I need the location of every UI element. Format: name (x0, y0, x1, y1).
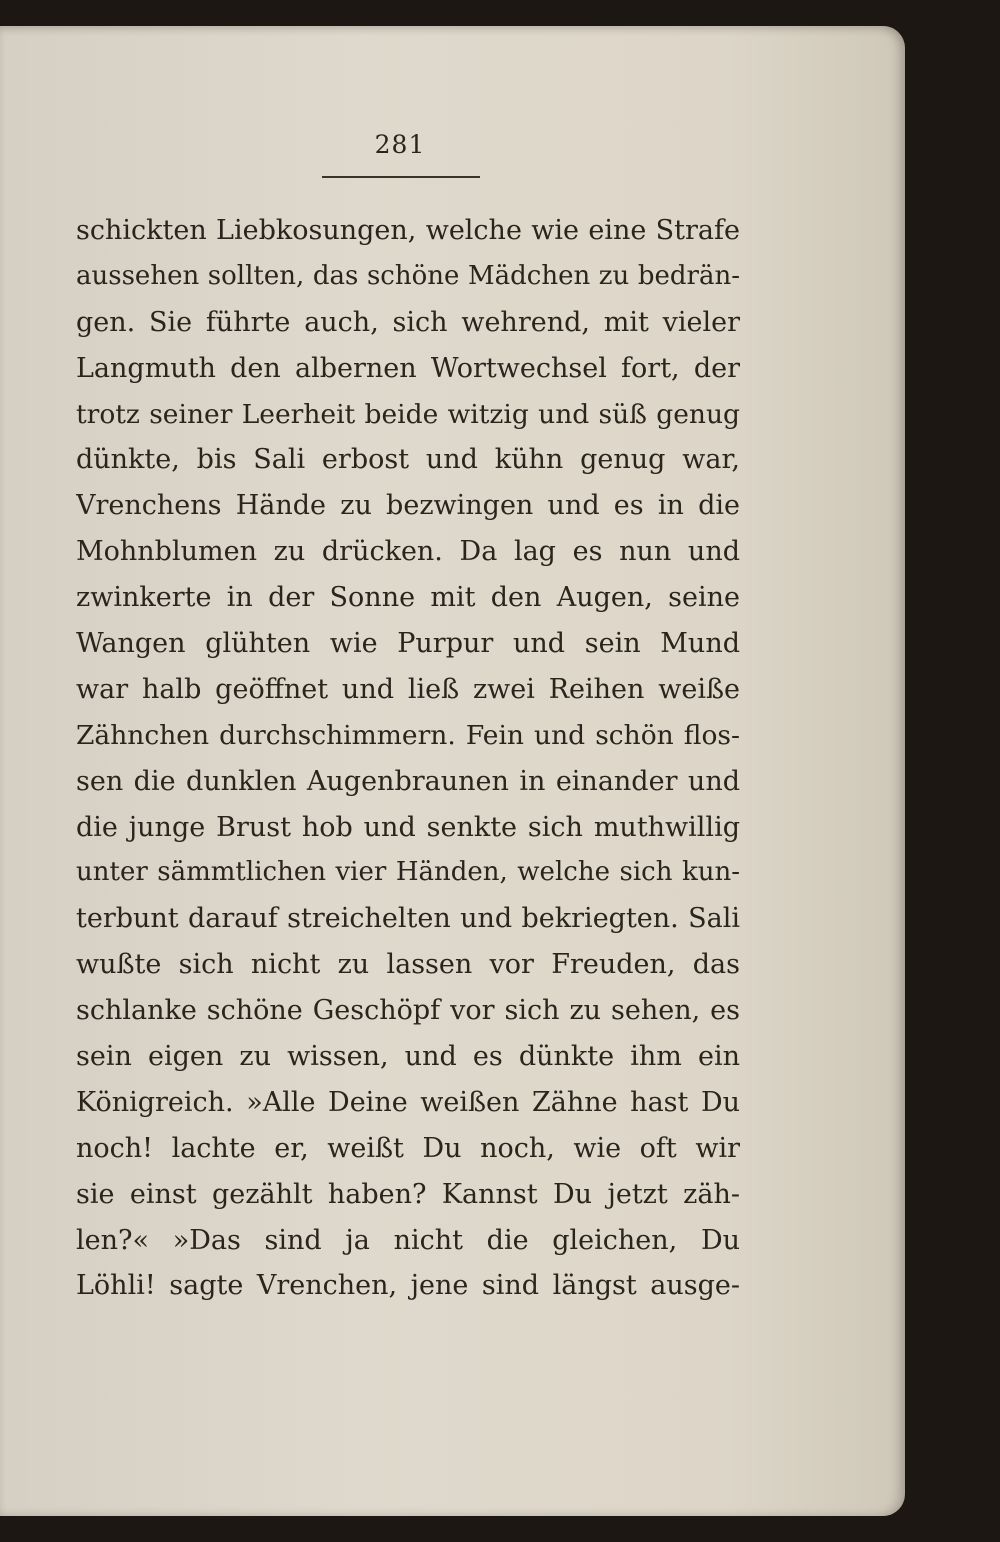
text-line: sie einst gezählt haben? Kannst Du jetzt zäh- (76, 1178, 740, 1210)
text-line: Königreich. »Alle Deine weißen Zähne hast Du (76, 1086, 740, 1118)
text-line: aussehen sollten, das schöne Mädchen zu bedrän- (76, 260, 740, 291)
text-line: sen die dunklen Augenbraunen in einander und (76, 765, 740, 797)
text-line: Wangen glühten wie Purpur und sein Mund (76, 628, 740, 660)
text-line: schlanke schöne Geschöpf vor sich zu sehen, es (76, 995, 740, 1027)
text-line: Löhli! sagte Vrenchen, jene sind längst ausge- (76, 1270, 740, 1302)
text-line: war halb geöffnet und ließ zwei Reihen weiße (76, 673, 740, 705)
text-line: zwinkerte in der Sonne mit den Augen, seine (76, 582, 740, 614)
text-line: terbunt darauf streichelten und bekriegten. Sali (76, 903, 740, 935)
text-line: Vrenchens Hände zu bezwingen und es in die (76, 490, 740, 522)
text-line: die junge Brust hob und senkte sich muthwillig (76, 811, 740, 843)
text-line: sein eigen zu wissen, und es dünkte ihm ein (76, 1041, 740, 1073)
text-line: trotz seiner Leerheit beide witzig und süß genug (76, 398, 740, 430)
text-line: gen. Sie führte auch, sich wehrend, mit vieler (76, 306, 740, 338)
text-line: Langmuth den albernen Wortwechsel fort, der (76, 352, 740, 384)
text-line: schickten Liebkosungen, welche wie eine Strafe (76, 215, 740, 246)
text-line: wußte sich nicht zu lassen vor Freuden, das (76, 949, 740, 981)
text-line: unter sämmtlichen vier Händen, welche sich kun- (76, 857, 740, 888)
text-line: Mohnblumen zu drücken. Da lag es nun und (76, 536, 740, 568)
header-rule (322, 176, 480, 178)
text-line: Zähnchen durchschimmern. Fein und schön flos- (76, 719, 740, 751)
page-number: 281 (374, 130, 426, 159)
body-text (76, 208, 740, 1309)
text-line: dünkte, bis Sali erbost und kühn genug war, (76, 444, 740, 476)
text-line: noch! lachte er, weißt Du noch, wie oft wir (76, 1132, 740, 1164)
text-line: len?« »Das sind ja nicht die gleichen, Du (76, 1224, 740, 1256)
